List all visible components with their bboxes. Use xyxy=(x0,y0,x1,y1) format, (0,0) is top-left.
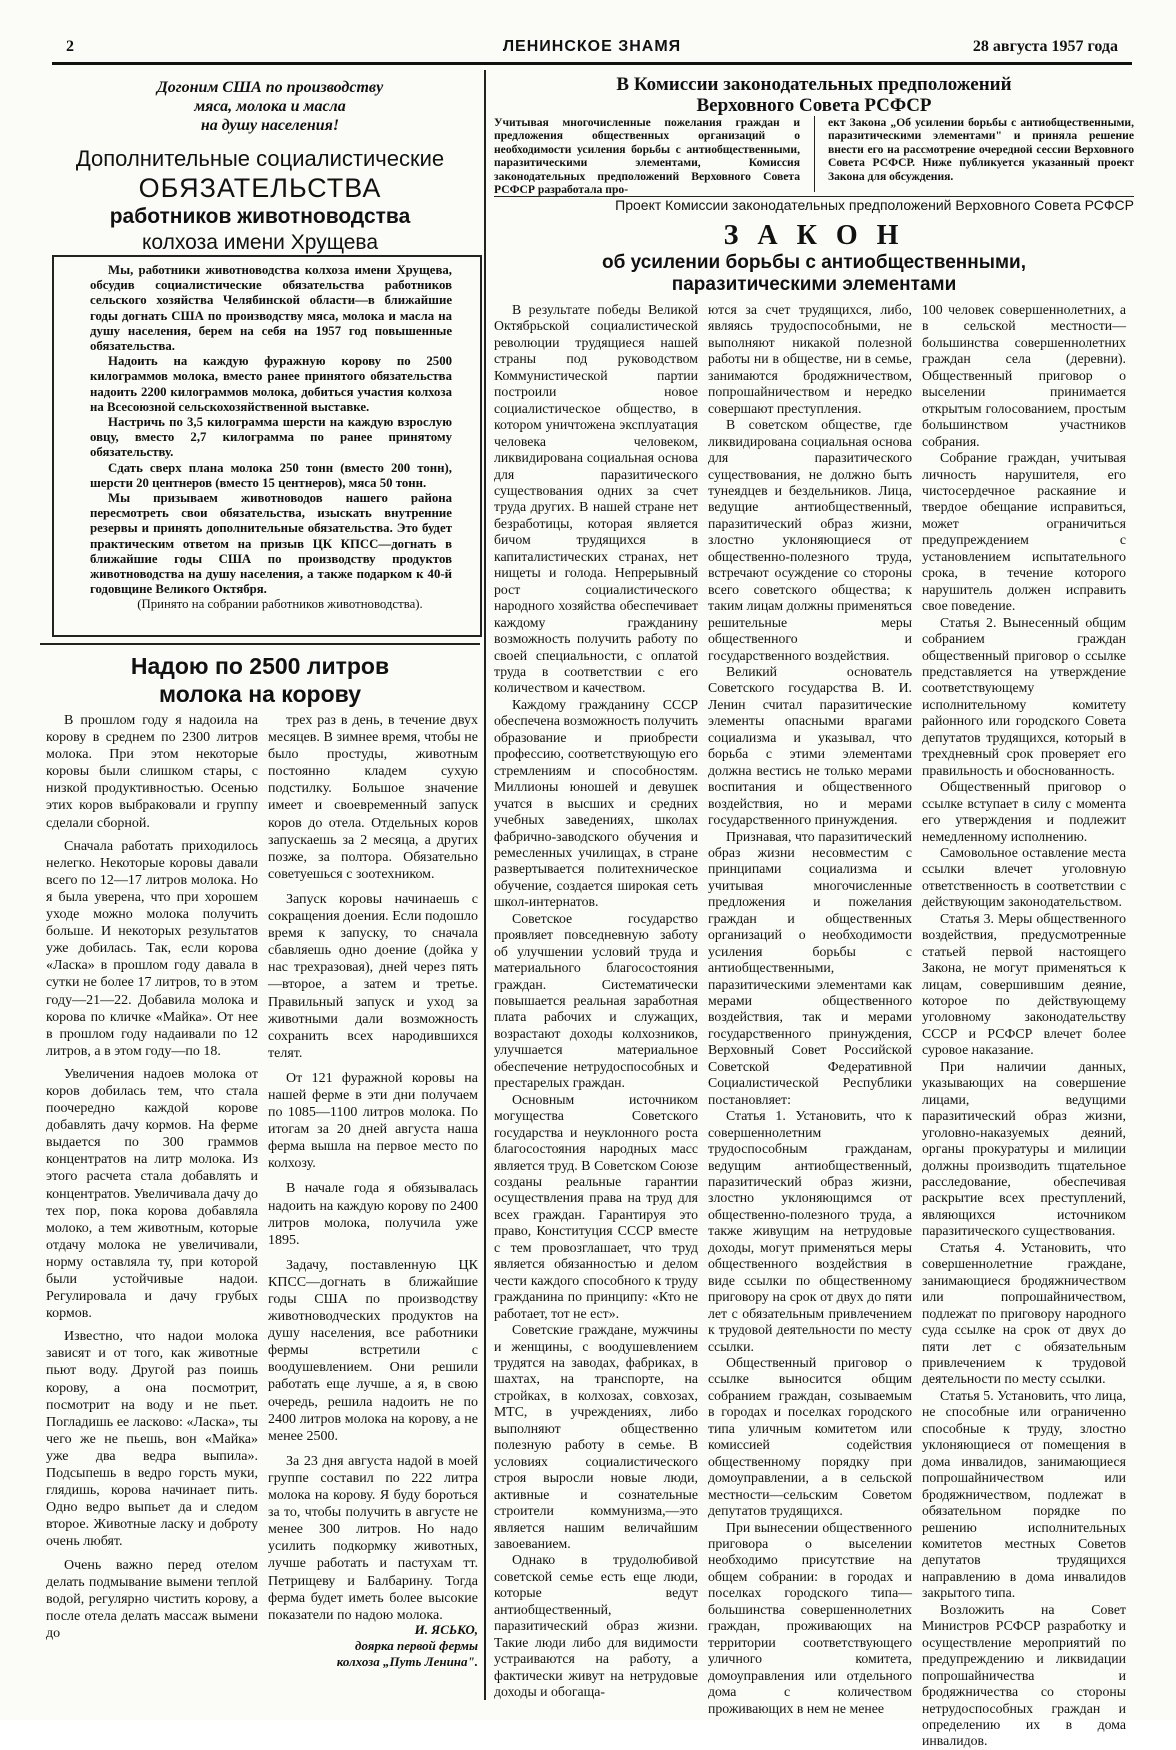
law-paragraph: Признавая, что паразитический образ жизни несовместим с принципами социализма и учитывая многочисленные предложения и пожелания граждан и общественных организаций о необходимости усиления борьбы с антиобщественными, паразитическими элементами как мерами общественного воздействия, так и мерами государственного принуждения, Верховный Совет Российской Советской Федеративной Социалистической Республики постановляет: xyxy=(708,828,912,1107)
law-paragraph: ются за счет трудящихся, либо, являясь трудоспособными, не выполняют никакой полезной работы ни в обществе, ни в семье, занимаются бродяжничеством, попрошайничеством и нередко совершают преступления. xyxy=(708,302,912,416)
obligations-paragraph: Сдать сверх плана молока 250 тонн (вместо 200 тонн), шерсти 20 центнеров (вместо 15 центнеров), мяса 50 тонн. xyxy=(90,460,452,490)
law-paragraph: Собрание граждан, учитывая личность нарушителя, его чистосердечное раскаяние и твердое обещание исправиться, может ограничиться предупреждением с установлением испытательного срока, в течение которого нарушитель должен исправить свое поведение. xyxy=(922,450,1126,614)
law-subtitle xyxy=(494,252,1134,296)
commission-intro-right: ект Закона „Об усилении борьбы с антиобщественными, паразитическими элементами" и приняла решение внести его на рассмотрение очередной сессии Верховного Совета РСФСР. Ниже публикуется указанный проект Закона для обсуждения. xyxy=(828,116,1134,183)
article-paragraph: За 23 дня августа надой в моей группе составил по 222 литра молока на корову. Я буду бороться за то, чтобы получить в августе не менее 300 литров. Но надо усилить подкормку животных, лучше работать и пастухам тт. Петрищеву и Балбарину. Тогда ферма будет иметь более высокие показатели по надою молока. xyxy=(268,1453,478,1623)
milk-article-col-1 xyxy=(46,712,258,1642)
article-paragraph: В прошлом году я надоила на корову в среднем по 2300 литров молока. При этом некоторые коровы были слишком стары, с низкой продуктивностью. Осенью этих коров выбраковали и группу сделали сборной. xyxy=(46,713,258,831)
slogan-line: на душу населения! xyxy=(200,117,340,134)
page-number: 2 xyxy=(66,38,74,55)
article-paragraph: Известно, что надои молока зависят и от того, как животные пьют воду. Другой раз поишь корову, а она посмотрит, посмотрит на воду и не пьет. Погладишь ее ласково: «Ласка», ты чего же не пьешь, вон «Майка» уже два ведра выпила». Подсыпешь в ведро горсть муки, глядишь, корова начинает пить. Одно ведро выпьет да и следом второе. Животные ласку и доброту очень любят. xyxy=(46,1329,258,1550)
main-column-divider xyxy=(484,70,486,1700)
author-signature xyxy=(268,1622,478,1670)
obligations-paragraph: Мы призываем животноводов нашего района пересмотреть свои обязательства, изыскать внутренние резервы и принять дополнительные обязательства. Это будет практическим ответом на призыв ЦК КПСС—догнать в ближайшие годы США по производству продуктов животноводства на душу населения, а также подарком к 40-й годовщине Великого Октября. xyxy=(90,491,452,597)
milk-article-col-2 xyxy=(268,712,478,1624)
obligations-paragraph: Мы, работники животноводства колхоза имени Хрущева, обсудив социалистические обязательства работников сельского хозяйства Челябинской области—в ближайшие годы догнать США по производству мяса, молока и масла на душу населения, берем на себя на 1957 год повышенные обязательства. xyxy=(90,263,452,354)
article-paragraph: В начале года я обязывалась надоить на каждую корову по 2400 литров молока, получила уже 1895. xyxy=(268,1181,478,1248)
slogan xyxy=(60,78,480,135)
article-paragraph: Очень важно перед отелом делать подмывание вымени теплой водой, регулярно чистить корову, а после отела делать массаж вымени до xyxy=(46,1557,258,1641)
obligations-box xyxy=(52,255,482,637)
commission-title xyxy=(494,74,1134,116)
law-subtitle-line: паразитическими элементами xyxy=(671,274,957,295)
law-paragraph: Однако в трудолюбивой советской семье есть еще люди, которые ведут антиобщественный, паразитический образ жизни. Такие люди либо для видимости устраиваются на работу, а фактически живут на нетрудовые доходы и обогаща- xyxy=(494,1552,698,1700)
law-paragraph: Советские граждане, мужчины и женщины, с воодушевлением трудятся на заводах, фабриках, в шахтах, на транспорте, на стройках, в колхозах, совхозах, МТС, в учреждениях, либо выполняют общественно полезную работу в семье. В условиях социалистического строя выросли новые люди, активные и сознательные строители коммунизма,—это является нашим величайшим завоеванием. xyxy=(494,1322,698,1551)
law-paragraph: 100 человек совершеннолетних, а в сельской местности—большинства совершеннолетних граждан села (деревни). Общественный приговор о выселении принимается открытым голосованием, простым большинством участников собрания. xyxy=(922,302,1126,449)
obligations-title-line: ОБЯЗАТЕЛЬСТВА xyxy=(138,173,382,203)
law-paragraph: Общественный приговор о ссылке вступает в силу с момента его утверждения и подлежит немедленному исполнению. xyxy=(922,779,1126,844)
article-paragraph: Запуск коровы начинаешь с сокращения доения. Если подошло время к запуску, то сначала сбавляешь одно доение (дойка у нас трехразовая), дней через пять—второе, а затем и третье. Правильный запуск и уход за животными дали возможность сохранить всех народившихся телят. xyxy=(268,891,478,1061)
law-paragraph: Каждому гражданину СССР обеспечена возможность получить образование и приобрести профессию, соответствующую его стремлениям и способностям. Миллионы юношей и девушек учатся в высших и средних учебных заведениях, школах фабрично-заводского обучения и ремесленных училищах, в стране развертывается политехническое обучение, создается широкая сеть школ-интернатов. xyxy=(494,696,698,910)
signature-line: колхоза „Путь Ленина". xyxy=(336,1654,478,1669)
law-paragraph: При наличии данных, указывающих на совершение лицами, ведущими паразитический образ жизни, уголовно-наказуемых деяний, органы прокуратуры и милиции должны производить тщательное расследование, обеспечивая раскрытие всех преступлений, являющихся источником паразитического существования. xyxy=(922,1058,1126,1239)
obligations-paragraph: Надоить на каждую фуражную корову по 2500 килограммов молока, вместо ранее принятого обязательства надоить 2200 килограммов молока, добиться участия колхоза на Всесоюзной сельскохозяйственной выставке. xyxy=(90,354,452,414)
commission-title-line: В Комиссии законодательных предположений xyxy=(616,74,1012,95)
slogan-line: мяса, молока и масла xyxy=(194,98,346,115)
milk-article-title xyxy=(40,652,480,708)
law-paragraph: Статья 2. Вынесенный общим собранием граждан общественный приговор о ссылке представляется на утверждение соответствующему исполнительному комитету районного или городского Совета депутатов трудящихся, который в трехдневный срок проверяет его правильность и обоснованность. xyxy=(922,614,1126,778)
slogan-line: Догоним США по производству xyxy=(156,79,384,96)
obligations-title-line: колхоза имени Хрущева xyxy=(141,231,379,254)
paper-name: ЛЕНИНСКОЕ ЗНАМЯ xyxy=(502,38,682,55)
article-paragraph: От 121 фуражной коровы на нашей ферме в эти дни получаем по 1085—1100 литров молока. По итогам за 20 дней августа наша ферма вышла на первое место по колхозу. xyxy=(268,1070,478,1172)
law-paragraph: Возложить на Совет Министров РСФСР разработку и осуществление мероприятий по предупреждению и ликвидации попрошайничества и бродяжничества со стороны нетрудоспособных граждан и определению их в дома инвалидов. xyxy=(922,1601,1126,1749)
article-paragraph: Сначала работать приходилось нелегко. Некоторые коровы давали всего по 12—17 литров молока. Но я была уверена, что при хорошем уходе можно молока получить больше. И некоторых результатов уже добилась. Так, если корова «Ласка» в прошлом году давала в сутки не более 17 литров, то в этом году—21—22. Добавила молока и корова по кличке «Майка». От нее в прошлом году надаивали по 12 литров, а в этом году—по 18. xyxy=(46,838,258,1059)
law-paragraph: Великий основатель Советского государства В. И. Ленин считал паразитические элементы опасными врагами социализма и указывал, что борьба с этими элементами должна вестись не только мерами воспитания и общественного воздействия, но и мерами государственного принуждения. xyxy=(708,663,912,828)
obligations-note: (Принято на собрании работников животноводства). xyxy=(137,597,423,612)
law-paragraph: В результате победы Великой Октябрьской социалистической революции трудящиеся нашей страны под руководством Коммунистической партии построили новое социалистическое общество, в котором уничтожена эксплуатация человека человеком, ликвидирована социальная основа для паразитического существования одних за счет труда других. В нашей стране нет безработицы, которая является бичом трудящихся в капиталистических странах, нет нищеты и голода. Непрерывный рост социалистического народного хозяйства обеспечивает каждому гражданину возможность получить работу по своей специальности, с оплатой труда в соответствии с его количеством и качеством. xyxy=(494,302,698,696)
signature-line: И. ЯСЬКО, xyxy=(414,1622,478,1637)
law-col-3 xyxy=(922,302,1126,1750)
law-paragraph: Статья 1. Установить, что к совершеннолетним трудоспособным гражданам, ведущим антиобщественный, паразитический образ жизни, злостно уклоняющимся от общественно-полезного труда, а также живущим на нетрудовые доходы, могут применяться меры общественного воздействия в виде ссылки по общественному приговору на срок от двух до пяти лет с обязательным привлечением к трудовой деятельности по месту ссылки. xyxy=(708,1108,912,1354)
project-line: Проект Комиссии законодательных предположений Верховного Совета РСФСР xyxy=(615,197,1134,213)
law-subtitle-line: об усилении борьбы с антиобщественными, xyxy=(602,252,1026,273)
law-paragraph: Самовольное оставление места ссылки влечет уголовную ответственность в соответствии с действующим законодательством. xyxy=(922,844,1126,910)
commission-title-line: Верховного Совета РСФСР xyxy=(696,95,932,116)
commission-intro-divider xyxy=(814,116,815,192)
obligations-paragraph: Настричь по 3,5 килограмма шерсти на каждую взрослую овцу, вместо 2,7 килограмма по ранее принятому обязательству. xyxy=(90,415,452,460)
law-title: З А К О Н xyxy=(723,220,905,251)
obligations-title xyxy=(40,146,480,256)
law-col-1 xyxy=(494,302,698,1701)
law-paragraph: Статья 3. Меры общественного воздействия, предусмотренные статьей первой настоящего Закона, не могут применяться к лицам, совершившим деяние, которое по действующему уголовному законодательству СССР и РСФСР влечет более суровое наказание. xyxy=(922,910,1126,1058)
law-paragraph: Советское государство проявляет повседневную заботу об улучшении условий труда и материального благосостояния граждан. Систематически повышается реальная заработная плата рабочих и служащих, возрастают доходы колхозников, улучшается материальное обеспечение нетрудоспособных и престарелых граждан. xyxy=(494,910,698,1091)
law-paragraph: Статья 4. Установить, что совершеннолетние граждане, занимающиеся бродяжничеством или попрошайничеством, подлежат по приговору народного суда ссылке на срок от двух до пяти лет с обязательным привлечением к трудовой деятельности по месту ссылки. xyxy=(922,1239,1126,1387)
signature-line: доярка первой фермы xyxy=(355,1638,478,1653)
law-paragraph: Общественный приговор о ссылке выносится общим собранием граждан, созываемым в городах и поселках городского типа уличным комитетом или комиссией содействия общественному порядку при домоуправлении, а в сельской местности—сельским Советом депутатов трудящихся. xyxy=(708,1355,912,1519)
masthead-bar xyxy=(52,38,1132,65)
article-separator xyxy=(40,643,480,645)
law-paragraph: При вынесении общественного приговора о выселении необходимо присутствие на общем собрании: в городах и поселках городского типа—большинства совершеннолетних граждан, проживающих на территории соответствующего уличного комитета, домоуправления или отдельного дома с количеством проживающих в нем не менее xyxy=(708,1519,912,1716)
milk-title-line: молока на корову xyxy=(158,681,362,707)
law-paragraph: В советском обществе, где ликвидирована социальная основа для паразитического существования, не должно быть тунеядцев и бездельников. Лица, ведущие антиобщественный, паразитический образ жизни, злостно уклоняющиеся от общественно-полезного труда, встречают осуждение со стороны всего советского общества; к таким лицам должны применяться решительные меры общественного и государственного воздействия. xyxy=(708,417,912,663)
article-paragraph: Увеличения надоев молока от коров добилась тем, что стала поочередно каждой корове добавлять дачу кормов. На ферме выдается по 300 граммов концентратов на литр молока. Из этого расчета стала добавлять и концентратов. Увеличивала дачу до тех пор, пока корова добавляла молоко, а тем животным, которые отдачу молока не увеличивали, норму оставляла ту, при которой были устойчивые надои. Регулировала и дачу грубых кормов. xyxy=(46,1066,258,1322)
obligations-title-line: Дополнительные социалистические xyxy=(75,146,445,171)
obligations-title-line: работников животноводства xyxy=(109,205,411,228)
issue-date: 28 августа 1957 года xyxy=(972,38,1118,55)
law-paragraph: Статья 5. Установить, что лица, не способные или ограниченно способные к труду, злостно уклоняющиеся от помещения в дома инвалидов, занимающиеся попрошайничеством или бродяжничеством, подлежат в обязательном порядке по решению исполнительных комитетов местных Советов депутатов трудящихся направлению в дома инвалидов закрытого типа. xyxy=(922,1387,1126,1601)
law-paragraph: Основным источником могущества Советского государства и неуклонного роста благосостояния народных масс является труд. В Советском Союзе созданы реальные гарантии осуществления права на труд для всех граждан. Гарантируя это право, Конституция СССР вместе с тем провозглашает, что труд является обязанностью и делом чести каждого способного к труду гражданина по принципу: «Кто не работает, тот не ест». xyxy=(494,1091,698,1321)
milk-title-line: Надою по 2500 литров xyxy=(130,653,390,679)
law-col-2 xyxy=(708,302,912,1717)
article-paragraph: Задачу, поставленную ЦК КПСС—догнать в ближайшие годы США по производству животноводческих продуктов на душу населения, все работники фермы встретили с воодушевлением. Они решили работать еще лучше, а я, в свою очередь, решила надоить не по 2400 литров молока на корову, а не менее 2500. xyxy=(268,1257,478,1444)
obligations-text xyxy=(90,263,452,613)
article-paragraph: трех раз в день, в течение двух месяцев. В зимнее время, чтобы не было простуды, животным постоянно кладем сухую подстилку. Большое значение имеет и своевременный запуск коров до отела. Отдельных коров запускаешь за 2 месяца, а других позже, за полтора. Обязательно советуешься с зоотехником. xyxy=(268,713,478,882)
commission-intro-left: Учитывая многочисленные пожелания граждан и предложения общественных организаций о необходимости усиления борьбы с антиобщественными, паразитическими элементами, Комиссия законодательных предположений Верховного Совета РСФСР разработала про- xyxy=(494,116,800,197)
